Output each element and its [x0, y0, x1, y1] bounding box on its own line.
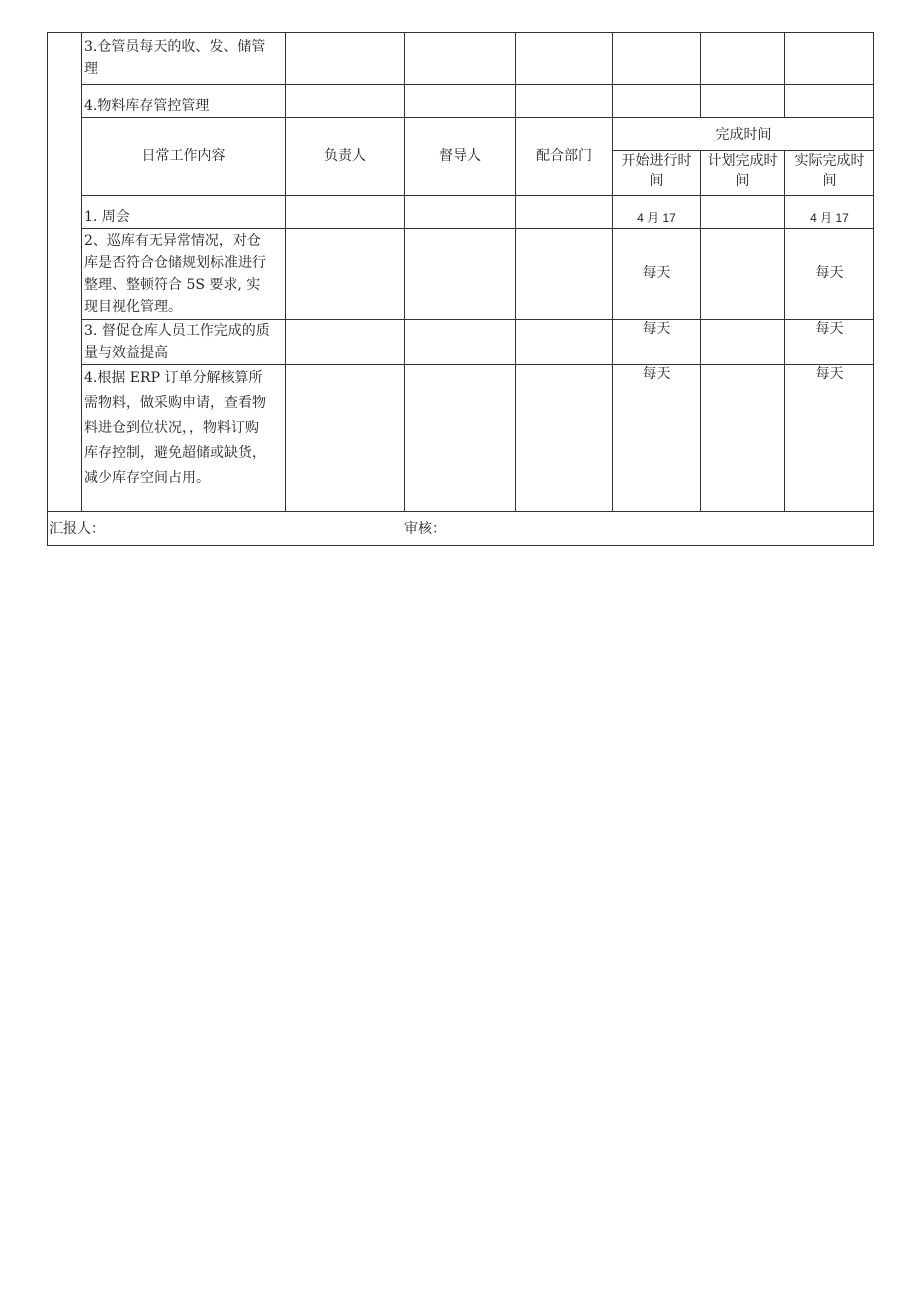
start-frequency: 每天	[642, 265, 671, 281]
actual-frequency: 每天	[815, 366, 844, 382]
col-line	[404, 32, 405, 512]
left-column-divider	[81, 32, 82, 512]
task-content: 4.根据 ERP 订单分解核算所 需物料，做采购申请，查看物 料进仓到位状况，，物料订购 库存控制，避免超储或缺货， 减少库存空间占用。	[84, 370, 266, 486]
row-line	[81, 195, 874, 196]
task-text: 4.物料库存管控管理	[84, 98, 210, 114]
reviewer-label: 审核：	[404, 521, 446, 537]
row-line	[81, 117, 874, 118]
task-content: 3. 督促仓库人员工作完成的质 量与效益提高	[84, 323, 270, 361]
task-content: 1. 周会	[84, 209, 130, 225]
row-line	[81, 364, 874, 365]
header-completion-time: 完成时间	[715, 127, 772, 143]
header-start-time: 开始进行时 间	[621, 153, 692, 189]
actual-frequency: 每天	[815, 265, 844, 281]
footer-line	[47, 511, 874, 512]
header-cooperating-dept: 配合部门	[536, 148, 592, 164]
col-line	[700, 150, 701, 512]
task-content: 2、巡库有无异常情况，对仓 库是否符合仓储规划标准进行 整理、整顿符合 5S 要求, 实 现目视化管理。	[84, 233, 266, 315]
col-line	[515, 32, 516, 512]
header-responsible: 负责人	[324, 148, 366, 164]
col-line	[700, 32, 701, 118]
row-line	[81, 84, 874, 85]
header-supervisor: 督导人	[439, 148, 481, 164]
task-text: 3.仓管员每天的收、发、储管 理	[84, 39, 266, 77]
actual-frequency: 每天	[815, 321, 844, 337]
col-line	[784, 32, 785, 118]
start-frequency: 每天	[642, 366, 671, 382]
header-planned-time: 计划完成时 间	[707, 153, 778, 189]
reporter-label: 汇报人：	[49, 521, 105, 537]
start-date: 4 月 17	[637, 211, 676, 225]
row-line	[81, 228, 874, 229]
start-frequency: 每天	[642, 321, 671, 337]
header-actual-time: 实际完成时 间	[794, 153, 865, 189]
actual-date: 4 月 17	[810, 211, 849, 225]
header-content: 日常工作内容	[141, 148, 226, 164]
